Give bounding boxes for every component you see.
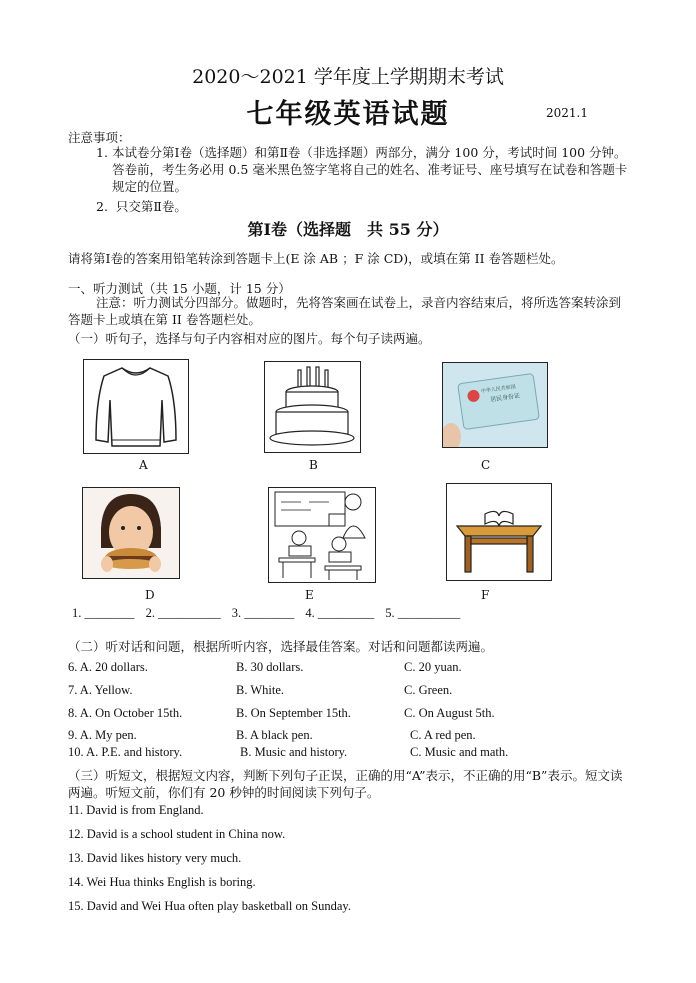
- picture-b: [264, 361, 361, 453]
- notes-item-1-text: 本试卷分第Ⅰ卷（选择题）和第Ⅱ卷（非选择题）两部分，满分 100 分，考试时间 100 分钟。答卷前，考生务必用 0.5 毫米黑色签字笔将自己的姓名、准考证号、座号填写在试卷和答题卡规定的位置。: [112, 145, 628, 194]
- id-card-line-2: 居民身份证: [489, 392, 521, 404]
- sweater-icon: [84, 360, 188, 453]
- notes-heading: 注意事项：: [68, 130, 131, 145]
- q7-option-b: B. White.: [236, 683, 285, 697]
- girl-eating-burger-icon: [83, 488, 179, 578]
- q6-option-b: B. 30 dollars.: [236, 660, 304, 674]
- picture-a: [83, 359, 189, 454]
- part1-title: 第Ⅰ卷（选择题 共 55 分）: [247, 220, 449, 239]
- blank-3[interactable]: 3. ________: [231, 606, 295, 620]
- id-card-icon: [443, 363, 547, 447]
- picture-d: [82, 487, 180, 579]
- picture-c: [442, 362, 548, 448]
- listening-sub3: （三）听短文，根据短文内容，判断下列句子正误，正确的用“A”表示，不正确的用“B”表示。短文读两遍。听短文前，你们有 20 秒钟的时间阅读下列句子。: [68, 768, 623, 800]
- picture-b-label: B: [309, 458, 318, 472]
- picture-f-label: F: [481, 588, 490, 602]
- q10-option-a: 10. A. P.E. and history.: [68, 745, 183, 759]
- blank-4[interactable]: 4. _________: [305, 606, 375, 620]
- q9-option-c: C. A red pen.: [410, 728, 476, 742]
- blank-1[interactable]: 1. ________: [72, 606, 135, 620]
- q9-option-b: B. A black pen.: [236, 728, 313, 742]
- notes-item-1: [96, 144, 632, 195]
- picture-e: [268, 487, 376, 583]
- answer-blanks: [72, 606, 468, 621]
- book-on-desk-icon: [447, 484, 551, 580]
- q8-option-a: 8. A. On October 15th.: [68, 706, 183, 720]
- tf-question-15: 15. David and Wei Hua often play basketball on Sunday.: [68, 899, 351, 913]
- tf-question-11: 11. David is from England.: [68, 803, 204, 817]
- classroom-music-icon: [269, 488, 375, 582]
- exam-date: 2021.1: [546, 106, 588, 120]
- listening-sub2: （二）听对话和问题，根据所听内容，选择最佳答案。对话和问题都读两遍。: [68, 639, 494, 654]
- picture-f: [446, 483, 552, 581]
- notes-item-2: [96, 197, 187, 215]
- q7-option-a: 7. A. Yellow.: [68, 683, 133, 697]
- q9-option-a: 9. A. My pen.: [68, 728, 137, 742]
- picture-e-label: E: [305, 588, 314, 602]
- q8-option-c: C. On August 5th.: [404, 706, 495, 720]
- notes-item-2-text: 只交第Ⅱ卷。: [115, 199, 187, 214]
- notes-item-1-number: 1.: [96, 145, 108, 160]
- blank-5[interactable]: 5. __________: [385, 606, 461, 620]
- picture-a-label: A: [139, 458, 148, 472]
- tf-question-12: 12. David is a school student in China now.: [68, 827, 286, 841]
- q6-option-a: 6. A. 20 dollars.: [68, 660, 148, 674]
- id-card-line-1: 中华人民共和国: [480, 383, 517, 395]
- q6-option-c: C. 20 yuan.: [404, 660, 462, 674]
- picture-c-label: C: [481, 458, 491, 472]
- picture-d-label: D: [145, 588, 155, 602]
- q7-option-c: C. Green.: [404, 683, 453, 697]
- notes-item-2-number: 2.: [96, 199, 108, 214]
- tf-question-13: 13. David likes history very much.: [68, 851, 242, 865]
- q8-option-b: B. On September 15th.: [236, 706, 351, 720]
- tf-question-14: 14. Wei Hua thinks English is boring.: [68, 875, 256, 889]
- blank-2[interactable]: 2. __________: [145, 606, 221, 620]
- exam-title: 2020～2021 学年度上学期期末考试: [192, 66, 504, 88]
- part1-instruction: 请将第Ⅰ卷的答案用铅笔转涂到答题卡上(E 涂 AB ；F 涂 CD)，或填在第 II 卷答题栏处。: [68, 251, 564, 266]
- exam-subtitle: 七年级英语试题: [246, 99, 450, 130]
- listening-sub1: （一）听句子，选择与句子内容相对应的图片。每个句子读两遍。: [68, 331, 431, 346]
- q10-option-c: C. Music and math.: [410, 745, 509, 759]
- listening-heading: 一、听力测试（共 15 小题，计 15 分）: [68, 281, 291, 296]
- birthday-cake-icon: [265, 362, 360, 452]
- q10-option-b: B. Music and history.: [240, 745, 348, 759]
- listening-note: 注意：听力测试分四部分。做题时，先将答案画在试卷上，录音内容结束后，将所选答案转涂到答题卡上或填在第 II 卷答题栏处。: [68, 295, 622, 327]
